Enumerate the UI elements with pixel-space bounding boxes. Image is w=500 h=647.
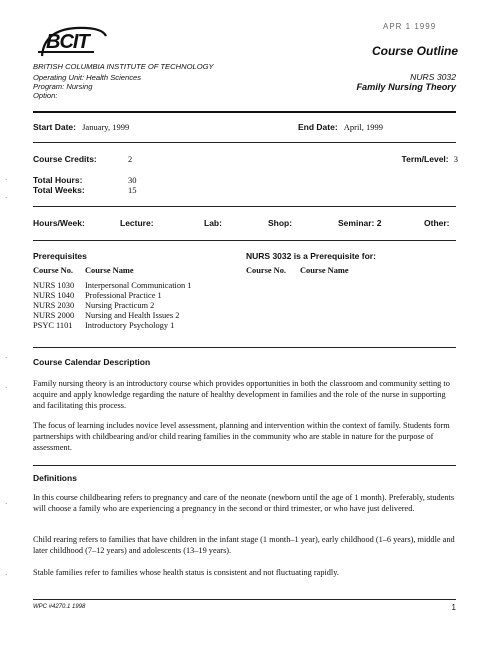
- definitions-paragraph-1: In this course childbearing refers to pregnancy and care of the neonate (newborn until the age of 1 month). Preferably, students will choose a family who are experiencing a pregnancy in the second or third trimester, or who have just delivered.: [33, 493, 455, 513]
- start-date-label: Start Date:: [33, 122, 76, 132]
- calendar-paragraph-2: The focus of learning includes novice level assessment, planning and intervention within the context of family. Students form partnerships with childbearing and/or child rearing families in the community who are stable in nature for the purpose of assessment.: [33, 421, 450, 452]
- table-row: [33, 281, 192, 291]
- header-rule: [33, 111, 456, 113]
- table-row: [33, 291, 192, 301]
- definitions-paragraph-2: Child rearing refers to families that have children in the infant stage (1 month–1 year), early childhood (1–6 years), middle and later childhood (7–12 years) and adolescents (13–19 years).: [33, 535, 455, 555]
- prerequisites-heading: Prerequisites: [33, 251, 87, 261]
- hours-week-seminar: Seminar: 2: [338, 218, 382, 228]
- table-row: [33, 301, 192, 311]
- logo-text: BCIT: [46, 31, 89, 53]
- hours-week-lab: Lab:: [204, 218, 222, 228]
- start-date-value: January, 1999: [82, 122, 130, 132]
- institute-name: BRITISH COLUMBIA INSTITUTE OF TECHNOLOGY: [33, 62, 214, 71]
- prereq-for-col-no: Course No.: [246, 266, 287, 275]
- course-title: Family Nursing Theory: [356, 82, 456, 92]
- hours-rule: [33, 240, 456, 241]
- term-level-label: Term/Level:: [401, 154, 449, 164]
- hours-week-shop: Shop:: [268, 218, 293, 228]
- total-weeks-value: 15: [128, 185, 137, 195]
- definitions-paragraph-3: Stable families refer to families whose health status is consistent and not fluctuating rapidly.: [33, 568, 339, 577]
- course-no: NURS 2000: [33, 311, 75, 320]
- document-type: Course Outline: [371, 44, 458, 58]
- prerequisites-header-row: [33, 266, 192, 276]
- end-date-value: April, 1999: [343, 122, 383, 132]
- term-level-value: 3: [453, 154, 458, 164]
- credits-value: 2: [128, 154, 133, 164]
- margin-mark: ·: [5, 176, 8, 184]
- margin-mark: ·: [5, 194, 8, 202]
- form-id: WPC #4270.1 1998: [33, 604, 86, 610]
- margin-mark: ·: [5, 571, 8, 579]
- hours-week-label: Hours/Week:: [33, 218, 85, 228]
- operating-unit: Operating Unit: Health Sciences: [33, 73, 142, 82]
- calendar-rule: [33, 465, 456, 466]
- calendar-paragraph-1: Family nursing theory is an introductory course which provides opportunities in both the classroom and community setting to acquire and apply knowledge regarding the nature of healthy development in families and the role of the nurse in supporting and facilitating this process.: [33, 379, 450, 410]
- course-name: Professional Practice 1: [85, 291, 162, 300]
- course-no: NURS 1040: [33, 291, 75, 300]
- prereq-col-no: Course No.: [33, 266, 74, 275]
- totals-rule: [33, 206, 456, 207]
- table-row: [33, 311, 192, 321]
- total-hours-value: 30: [128, 175, 137, 185]
- option: Option:: [33, 91, 58, 100]
- footer-rule: [33, 599, 456, 600]
- course-no: NURS 1030: [33, 281, 75, 290]
- course-name: Nursing and Health Issues 2: [85, 311, 180, 320]
- page-number: 1: [451, 603, 456, 612]
- margin-mark: ·: [5, 500, 8, 508]
- end-date: [298, 122, 383, 132]
- start-date: [33, 122, 129, 132]
- term-level: [402, 154, 458, 164]
- bcit-logo: [36, 22, 110, 62]
- program: Program: Nursing: [33, 82, 93, 91]
- total-hours-label: Total Hours:: [33, 175, 83, 185]
- received-stamp: APR 1 1999: [383, 22, 437, 31]
- margin-mark: ·: [5, 354, 8, 362]
- calendar-heading: Course Calendar Description: [33, 357, 151, 367]
- course-code: NURS 3032: [410, 72, 456, 82]
- hours-week-lecture: Lecture:: [120, 218, 154, 228]
- prerequisites-table: [33, 266, 192, 331]
- prereq-for-heading: NURS 3032 is a Prerequisite for:: [246, 251, 376, 261]
- course-name: Nursing Practicum 2: [85, 301, 155, 310]
- course-no: PSYC 1101: [33, 321, 73, 330]
- total-weeks-label: Total Weeks:: [33, 185, 85, 195]
- definitions-heading: Definitions: [33, 473, 77, 483]
- prereq-for-header-row: [246, 266, 349, 276]
- prereq-col-name: Course Name: [85, 266, 134, 275]
- margin-mark: ·: [5, 384, 8, 392]
- end-date-label: End Date:: [298, 122, 338, 132]
- dates-rule: [33, 142, 456, 143]
- prereq-rule: [33, 347, 456, 348]
- table-row: [33, 321, 192, 331]
- course-name: Introductory Psychology 1: [85, 321, 175, 330]
- hours-week-other: Other:: [424, 218, 450, 228]
- prereq-for-col-name: Course Name: [300, 266, 349, 275]
- course-name: Interpersonal Communication 1: [85, 281, 192, 290]
- prereq-for-table: [246, 266, 349, 276]
- credits-label: Course Credits:: [33, 154, 97, 164]
- course-no: NURS 2030: [33, 301, 75, 310]
